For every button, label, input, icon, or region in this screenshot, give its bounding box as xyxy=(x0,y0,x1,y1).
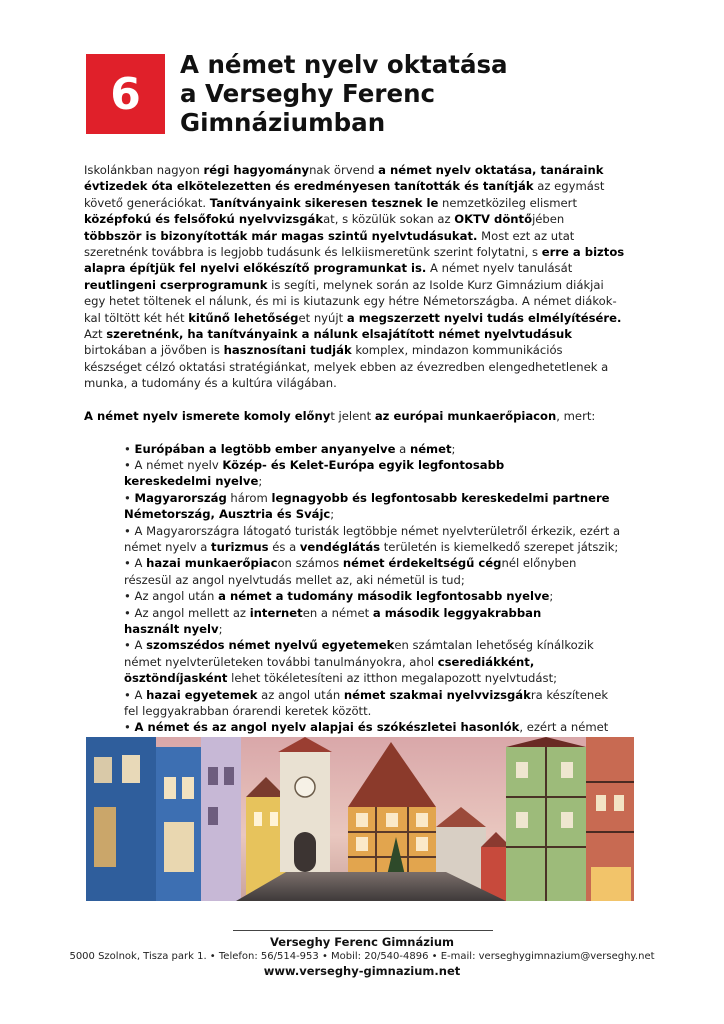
intro-line xyxy=(84,326,644,342)
bold-text: szomszédos német nyelvű egyetemek xyxy=(146,638,395,653)
text-run: és a xyxy=(268,539,300,554)
bold-text: középfokú és felsőfokú nyelvvizsgák xyxy=(84,212,324,227)
text-run: fel leggyakrabban órarendi keretek között. xyxy=(124,703,372,718)
bold-text: Közép- és Kelet-Európa egyik legfontosabb xyxy=(222,458,505,473)
footer xyxy=(40,935,684,979)
old-town-photo xyxy=(86,737,634,901)
intro-paragraph xyxy=(84,162,644,391)
bold-text: az európai munkaerőpiacon xyxy=(374,408,557,423)
text-run: is segíti, melynek során az Isolde Kurz Gimnázium diákjai xyxy=(267,277,604,292)
bold-text: hazai munkaerőpiac xyxy=(146,556,278,571)
text-run: at, s közülük sokan az xyxy=(323,212,455,227)
intro-line xyxy=(84,293,644,309)
text-run: Azt xyxy=(84,326,107,341)
text-run: a xyxy=(395,441,410,456)
page-title xyxy=(180,50,610,137)
bullets-line xyxy=(124,605,644,621)
text-run: • xyxy=(124,720,135,735)
bold-text: régi hagyomány xyxy=(203,163,310,177)
bold-text: OKTV döntő xyxy=(454,212,533,227)
advantage-bullet-list xyxy=(124,441,644,752)
text-run: on számos xyxy=(277,556,343,571)
bold-text: német szakmai nyelvvizsgák xyxy=(343,687,531,702)
text-run: az egymást xyxy=(533,179,605,194)
bullets-line xyxy=(124,621,644,637)
chapter-number-badge xyxy=(86,54,165,134)
bold-text: A német és az angol nyelv alapjai és szókészletei hasonlók xyxy=(134,720,520,735)
bold-text: erre a biztos xyxy=(541,244,625,259)
bullets-line xyxy=(124,654,644,670)
footer-divider xyxy=(233,930,493,931)
text-run: A német nyelv tanulását xyxy=(426,261,573,276)
text-run: ; xyxy=(218,621,223,636)
text-run: • Az angol mellett az xyxy=(124,605,250,620)
body-text xyxy=(84,162,644,752)
bold-text: szeretnénk, ha tanítványaink a nálunk elsajátított német nyelvtudásuk xyxy=(106,326,572,341)
text-run: komplex, mindazon kommunikációs xyxy=(351,343,563,358)
text-run: ra készítenek xyxy=(530,687,609,702)
bullets-line xyxy=(124,441,644,457)
bold-text: Európában a legtöbb ember anyanyelve xyxy=(134,441,396,456)
chapter-number: 6 xyxy=(110,68,141,120)
intro-line xyxy=(84,277,644,293)
intro-line xyxy=(84,162,644,178)
bold-text: alapra építjük fel nyelvi előkészítő programunkat is. xyxy=(84,261,427,276)
bullets-line xyxy=(124,473,644,489)
text-run: egy hetet töltenek el nálunk, és mi is kiutazunk egy hétre Németországba. A német diákok- xyxy=(84,294,617,309)
advantage-line xyxy=(84,408,644,424)
bold-text: Magyarország xyxy=(134,490,227,505)
bold-text: internet xyxy=(249,605,303,620)
text-run: Most ezt az utat xyxy=(477,228,575,243)
text-run: • A xyxy=(124,687,147,702)
text-run: t jelent xyxy=(330,408,375,423)
text-run: kal töltött két hét xyxy=(84,310,189,325)
bold-text: többször is bizonyították már magas szintű nyelvtudásukat. xyxy=(84,228,478,243)
text-run: területén is kiemelkedő szerepet játszik; xyxy=(380,539,619,554)
text-run: német nyelv a xyxy=(124,539,212,554)
bullets-line xyxy=(124,523,644,539)
text-run: készséget célzó oktatási stratégiánkat, melyek ebben az évezredben elengedhetetlenek a xyxy=(84,359,609,374)
bullets-line xyxy=(124,719,644,735)
bold-text: Németország, Ausztria és Svájc xyxy=(124,507,331,522)
bold-text: legnagyobb és legfontosabb kereskedelmi partnere xyxy=(271,490,610,505)
bullets-line xyxy=(124,555,644,571)
bullets-line xyxy=(124,506,644,522)
bold-text: kitűnő lehetőség xyxy=(188,310,299,325)
text-run: en számtalan lehetőség kínálkozik xyxy=(394,638,594,653)
title-line: A német nyelv oktatása xyxy=(180,50,508,79)
bullets-line xyxy=(124,670,644,686)
bold-text: német xyxy=(409,441,452,456)
bold-text: A német nyelv ismerete komoly előny xyxy=(84,408,331,423)
bold-text: vendéglátás xyxy=(299,539,381,554)
text-run: , ezért a német xyxy=(519,720,609,735)
title-line: Gimnáziumban xyxy=(180,108,386,137)
bold-text: a megszerzett nyelvi tudás elmélyítésére. xyxy=(346,310,622,325)
intro-line xyxy=(84,310,644,326)
bold-text: turizmus xyxy=(211,539,269,554)
bold-text: hasznosítani tudják xyxy=(223,343,352,358)
text-run: • A xyxy=(124,638,147,653)
bold-text: a német a tudomány második legfontosabb nyelve xyxy=(218,589,550,604)
text-run: birtokában a jövőben is xyxy=(84,343,224,358)
intro-line xyxy=(84,375,644,391)
intro-line xyxy=(84,260,644,276)
text-run: • xyxy=(124,490,135,505)
text-run: • A xyxy=(124,556,147,571)
text-run: jében xyxy=(532,212,565,227)
advantage-paragraph xyxy=(84,408,644,424)
text-run: ; xyxy=(549,589,554,604)
bold-text: Tanítványaink sikeresen tesznek le xyxy=(209,195,439,210)
bold-text: a második leggyakrabban xyxy=(372,605,542,620)
bold-text: a német nyelv oktatása, tanáraink xyxy=(378,163,604,177)
bullets-line xyxy=(124,588,644,604)
text-run: • A Magyarországra látogató turisták legtöbbje német nyelvterületről érkezik, ezért a xyxy=(124,523,621,538)
bold-text: ösztöndíjasként xyxy=(124,671,228,686)
text-run: nél előnyben xyxy=(501,556,577,571)
text-run: az angol után xyxy=(257,687,344,702)
text-run: ; xyxy=(330,507,335,522)
bullets-line xyxy=(124,539,644,555)
text-run: • A német nyelv xyxy=(124,458,223,473)
intro-line xyxy=(84,195,644,211)
bullets-line xyxy=(124,637,644,653)
text-run: szeretnénk továbbra is legjobb tudásunk és lelkiismeretünk szerint folytatni, s xyxy=(84,244,542,259)
intro-line xyxy=(84,359,644,375)
text-run: lehet tökéletesíteni az itthon megalapozott nyelvtudást; xyxy=(227,671,558,686)
bullets-line xyxy=(124,687,644,703)
contact-line: 5000 Szolnok, Tisza park 1. • Telefon: 56/514-953 • Mobil: 20/540-4896 • E-mail: verseghygimnazium@verseghy.net xyxy=(69,951,655,962)
website-link[interactable]: www.verseghy-gimnazium.net xyxy=(263,964,461,978)
text-run: német nyelvterületeken további tanulmányokra, ahol xyxy=(124,654,438,669)
text-run: nemzetközileg elismert xyxy=(438,195,577,210)
intro-line xyxy=(84,211,644,227)
bold-text: kereskedelmi nyelve xyxy=(124,474,259,489)
text-run: munka, a tudomány és a kultúra világában. xyxy=(84,376,337,391)
bold-text: reutlingeni cserprogramunk xyxy=(84,277,268,292)
text-run: ; xyxy=(451,441,456,456)
text-run: három xyxy=(226,490,272,505)
text-run: ; xyxy=(258,474,263,489)
text-run: et nyújt xyxy=(298,310,347,325)
bold-text: hazai egyetemek xyxy=(146,687,258,702)
bold-text: cserediákként, xyxy=(437,654,535,669)
intro-line xyxy=(84,244,644,260)
text-run: követő generációkat. xyxy=(84,195,210,210)
bold-text: német érdekeltségű cég xyxy=(342,556,502,571)
text-run: • Az angol után xyxy=(124,589,219,604)
school-name: Verseghy Ferenc Gimnázium xyxy=(269,935,455,949)
text-run: , mert: xyxy=(556,408,596,423)
text-run: nak örvend xyxy=(309,163,379,177)
intro-line xyxy=(84,228,644,244)
intro-line xyxy=(84,178,644,194)
text-run: részesül az angol nyelvtudás mellet az, aki németül is tud; xyxy=(124,572,465,587)
bullets-line xyxy=(124,572,644,588)
bold-text: használt nyelv xyxy=(124,621,219,636)
text-run: • xyxy=(124,441,135,456)
bullets-line xyxy=(124,703,644,719)
intro-line xyxy=(84,342,644,358)
title-line: a Verseghy Ferenc xyxy=(180,79,436,108)
text-run: Iskolánkban nagyon xyxy=(84,163,204,177)
bullets-line xyxy=(124,490,644,506)
bullets-line xyxy=(124,457,644,473)
text-run: en a német xyxy=(302,605,373,620)
bold-text: évtizedek óta elkötelezetten és eredményesen tanították és tanítják xyxy=(84,179,534,194)
